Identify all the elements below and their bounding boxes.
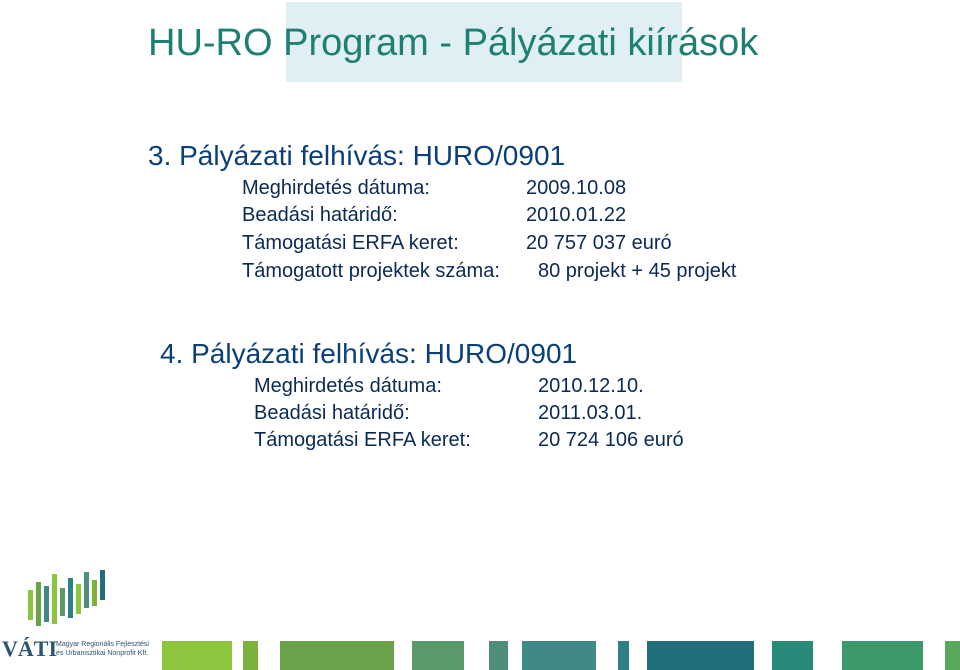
row-label: Meghirdetés dátuma: (242, 177, 430, 199)
section-3-row-budget (242, 232, 672, 255)
section-4-row-budget (254, 429, 684, 452)
footer-bar (945, 641, 960, 670)
vati-logo-text: VÁTI (2, 636, 58, 661)
row-value: 2011.03.01. (538, 402, 643, 424)
footer-color-bars (162, 641, 960, 670)
vati-logo-subtitle (56, 640, 166, 658)
footer-bar (489, 641, 507, 670)
row-value: 2009.10.08 (526, 177, 627, 199)
section-4-heading: 4. Pályázati felhívás: HURO/0901 (160, 338, 578, 369)
row-label: Támogatási ERFA keret: (254, 429, 471, 451)
logo-subtitle-line: és Urbanisztikai Nonprofit Kft. (56, 650, 149, 657)
row-label: Támogatási ERFA keret: (242, 232, 459, 254)
section-3-heading: 3. Pályázati felhívás: HURO/0901 (148, 140, 566, 171)
row-value: 2010.01.22 (526, 204, 627, 226)
footer-bar (772, 641, 812, 670)
footer-bar (412, 641, 463, 670)
footer-bar (522, 641, 596, 670)
footer-bar (647, 641, 754, 670)
row-value: 80 projekt + 45 projekt (538, 260, 737, 282)
footer-bar (842, 641, 923, 670)
section-3-row-announce-date (242, 177, 627, 200)
footer-bar (162, 641, 232, 670)
page-title: HU-RO Program - Pályázati kiírások (148, 22, 759, 64)
footer-bar (280, 641, 394, 670)
section-3-row-projects (242, 260, 737, 283)
row-value: 20 757 037 euró (526, 232, 672, 254)
row-label: Támogatott projektek száma: (242, 260, 500, 282)
row-value: 20 724 106 euró (538, 429, 684, 451)
logo-subtitle-line: Magyar Regionális Fejlesztési (56, 641, 149, 648)
section-4-row-announce-date (254, 375, 644, 398)
row-value: 2010.12.10. (538, 375, 644, 397)
section-3-row-deadline (242, 204, 627, 227)
row-label: Meghirdetés dátuma: (254, 375, 442, 397)
footer-bar (618, 641, 629, 670)
row-label: Beadási határidő: (254, 402, 410, 424)
row-label: Beadási határidő: (242, 204, 398, 226)
footer-bar (243, 641, 258, 670)
section-4-row-deadline (254, 402, 643, 425)
